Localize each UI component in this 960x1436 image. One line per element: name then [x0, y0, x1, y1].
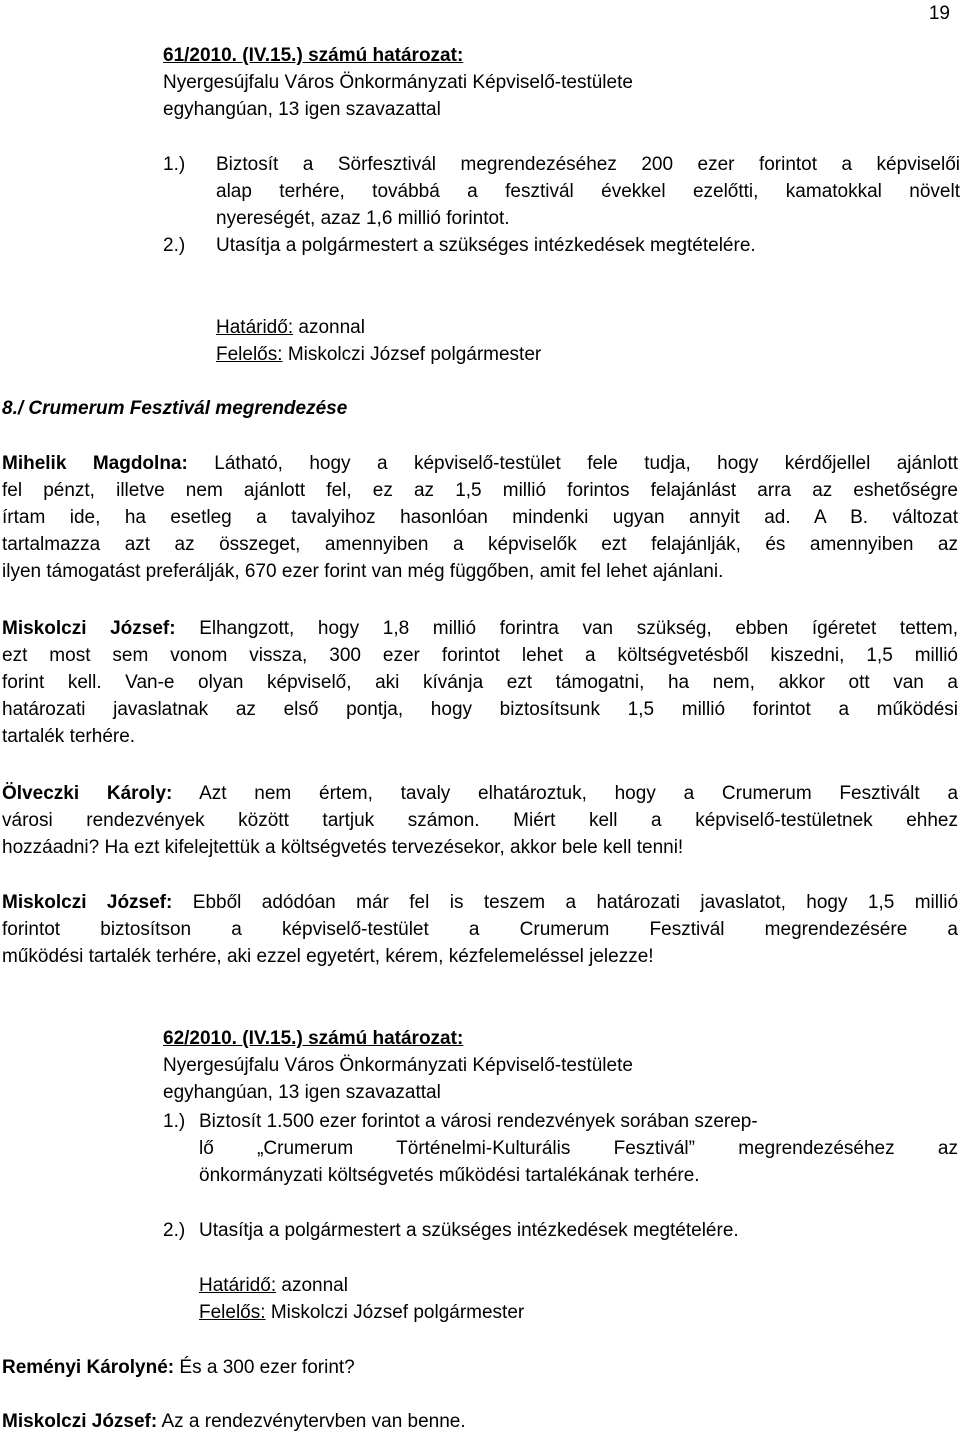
deadline-value: azonnal [298, 317, 365, 338]
item-text-line: nyereségét, azaz 1,6 millió forintot. [216, 208, 510, 229]
paragraph-mihelik [2, 450, 958, 585]
resolution-62-block [163, 1025, 633, 1106]
paragraph-line: városi rendezvények között tartjuk számon. Miért kell a képviselő-testületnek ehhez [2, 810, 958, 831]
speaker-name: Reményi Károlyné: [2, 1357, 175, 1378]
item-text-line: Biztosít a Sörfesztivál megrendezéséhez 200 ezer forintot a képviselői [216, 154, 960, 175]
paragraph-line: fel pénzt, illetve nem ajánlott fel, ez az 1,5 millió forintos felajánlást arra az eshetőségre [2, 480, 958, 501]
resolution-body-line: Nyergesújfalu Város Önkormányzati Képviselő-testülete [163, 72, 633, 93]
paragraph-line: És a 300 ezer forint? [179, 1357, 355, 1378]
paragraph-line: hozzáadni? Ha ezt kifelejtettük a költségvetés tervezésekor, akkor bele kell tenni! [2, 837, 684, 858]
paragraph-line: Az a rendezvénytervben van benne. [161, 1411, 466, 1432]
paragraph-remenyi [2, 1354, 355, 1381]
paragraph-line: ezt most sem vonom vissza, 300 ezer forintot lehet a költségvetésből kiszedni, 1,5 millió [2, 645, 958, 666]
resolution-61-deadline [216, 314, 541, 368]
page-number: 19 [928, 3, 950, 24]
paragraph-line: határozati javaslatnak az első pontja, hogy biztosítsunk 1,5 millió forintot a működési [2, 699, 958, 720]
paragraph-line: Azt nem értem, tavaly elhatároztuk, hogy a Crumerum Fesztivált a [199, 783, 959, 804]
speaker-name: Miskolczi József: [2, 1411, 158, 1432]
paragraph-line: Elhangzott, hogy 1,8 millió forintra van szükség, ebben ígéretet tettem, [199, 618, 958, 639]
resolution-vote-line: egyhangúan, 13 igen szavazattal [163, 1082, 441, 1103]
responsible-label: Felelős: [216, 344, 283, 365]
resolution-61-item-2 [163, 232, 960, 259]
item-text-line: alap terhére, továbbá a fesztivál évekkel ezelőtti, kamatokkal növelt [216, 181, 960, 202]
paragraph-miskolczi-3 [2, 1408, 466, 1435]
resolution-title: 62/2010. (IV.15.) számú határozat: [163, 1028, 464, 1049]
paragraph-line: Ebből adódóan már fel is teszem a határozati javaslatot, hogy 1,5 millió [192, 892, 959, 913]
speaker-name: Miskolczi József: [2, 618, 176, 639]
resolution-61-item-1 [163, 151, 960, 232]
paragraph-olveczki [2, 780, 958, 861]
speaker-name: Ölveczki Károly: [2, 783, 173, 804]
resolution-body-line: Nyergesújfalu Város Önkormányzati Képviselő-testülete [163, 1055, 633, 1076]
deadline-label: Határidő: [199, 1275, 277, 1296]
paragraph-line: írtam ide, ha esetleg a tavalyihoz hasonlóan mindenki ugyan annyit ad. A B. változat [2, 507, 958, 528]
item-text-line: önkormányzati költségvetés működési tartalékának terhére. [199, 1165, 700, 1186]
section-heading: 8./ Crumerum Fesztivál megrendezése [2, 398, 348, 419]
resolution-vote-line: egyhangúan, 13 igen szavazattal [163, 99, 441, 120]
item-number: 1.) [163, 1111, 186, 1132]
item-text-line: Biztosít 1.500 ezer forintot a városi rendezvények sorában szerep- [199, 1111, 758, 1132]
resolution-61-block [163, 42, 633, 123]
deadline-value: azonnal [281, 1275, 348, 1296]
item-number: 2.) [163, 1220, 186, 1241]
responsible-value: Miskolczi József polgármester [270, 1302, 525, 1323]
item-text-line: lő „Crumerum Történelmi-Kulturális Fesztivál” megrendezéséhez az [199, 1138, 958, 1159]
paragraph-miskolczi-1 [2, 615, 958, 750]
paragraph-line: ilyen támogatást preferálják, 670 ezer forint van még függőben, amit fel lehet ajánlani. [2, 561, 724, 582]
paragraph-line: forintot biztosítson a képviselő-testület a Crumerum Fesztivál megrendezésére a [2, 919, 958, 940]
item-number: 1.) [163, 154, 186, 175]
resolution-62-deadline [199, 1272, 524, 1326]
speaker-name: Mihelik Magdolna: [2, 453, 188, 474]
item-text: Utasítja a polgármestert a szükséges intézkedések megtételére. [216, 235, 756, 256]
speaker-name: Miskolczi József: [2, 892, 173, 913]
resolution-62-item-1 [163, 1108, 960, 1189]
resolution-62-item-2 [163, 1217, 960, 1244]
paragraph-line: forint kell. Van-e olyan képviselő, aki kívánja ezt támogatni, ha nem, akkor ott van a [2, 672, 958, 693]
paragraph-line: működési tartalék terhére, aki ezzel egyetért, kérem, kézfelemeléssel jelezze! [2, 946, 654, 967]
paragraph-line: tartalék terhére. [2, 726, 136, 747]
paragraph-miskolczi-2 [2, 889, 958, 970]
item-text: Utasítja a polgármestert a szükséges intézkedések megtételére. [199, 1220, 739, 1241]
item-number: 2.) [163, 235, 186, 256]
deadline-label: Határidő: [216, 317, 294, 338]
paragraph-line: Látható, hogy a képviselő-testület fele tudja, hogy kérdőjellel ajánlott [214, 453, 959, 474]
responsible-label: Felelős: [199, 1302, 266, 1323]
responsible-value: Miskolczi József polgármester [287, 344, 542, 365]
paragraph-line: tartalmazza azt az összeget, amennyiben a képviselők ezt felajánlják, és amennyiben az [2, 534, 958, 555]
resolution-title: 61/2010. (IV.15.) számú határozat: [163, 45, 464, 66]
